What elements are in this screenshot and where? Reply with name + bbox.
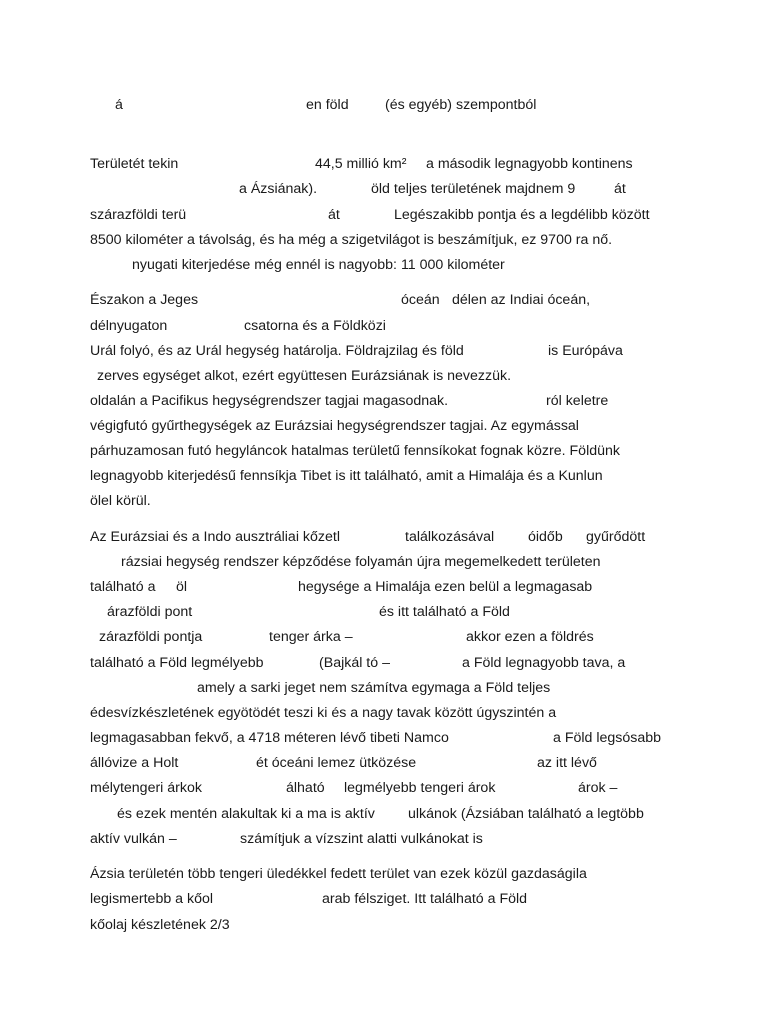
text-fragment: öld teljes területének majdnem 9 bbox=[371, 181, 576, 197]
text-fragment: végigfutó gyűrthegységek az Eurázsiai hegységrendszer tagjai. Az egymással bbox=[90, 418, 579, 434]
text-fragment: 44,5 millió km² bbox=[315, 156, 407, 172]
text-fragment: a második legnagyobb kontinens bbox=[426, 156, 633, 172]
text-fragment: álható bbox=[286, 780, 325, 796]
text-fragment: párhuzamosan futó hegyláncok hatalmas területű fennsíkokat fognak közre. Földünk bbox=[90, 443, 620, 459]
text-fragment: találkozásával bbox=[405, 529, 495, 545]
text-fragment: át bbox=[614, 181, 626, 197]
text-fragment: kőolaj készletének 2/3 bbox=[90, 917, 230, 933]
text-fragment: délen az Indiai óceán, bbox=[452, 292, 591, 308]
text-fragment: csatorna és a Földközi bbox=[244, 318, 386, 334]
text-fragment: akkor ezen a földrés bbox=[466, 629, 594, 645]
text-fragment: a Föld legnagyobb tava, a bbox=[462, 655, 626, 671]
text-fragment: és ezek mentén alakultak ki a ma is aktív bbox=[117, 806, 375, 822]
text-fragment: a Ázsiának). bbox=[239, 181, 318, 197]
text-fragment: Urál folyó, és az Urál hegység határolja. Földrajzilag és föld bbox=[90, 343, 464, 359]
text-fragment: ról keletre bbox=[546, 393, 609, 409]
text-fragment: szárazföldi terü bbox=[90, 207, 187, 223]
text-fragment: óidőb bbox=[528, 529, 563, 545]
text-fragment: amely a sarki jeget nem számítva egymaga a Föld teljes bbox=[197, 680, 551, 696]
text-fragment: édesvízkészletének egyötödét teszi ki és a nagy tavak között úgyszintén a bbox=[90, 705, 557, 721]
text-fragment: Területét tekin bbox=[90, 156, 179, 172]
heading-fragment: en föld bbox=[306, 97, 349, 113]
text-fragment: Északon a Jeges bbox=[90, 292, 199, 308]
text-fragment: található a bbox=[90, 579, 156, 595]
text-fragment: legmélyebb tengeri árok bbox=[344, 780, 496, 796]
text-fragment: délnyugaton bbox=[90, 318, 168, 334]
text-fragment: ulkánok (Ázsiában található a legtöbb bbox=[408, 806, 644, 822]
text-fragment: rázsiai hegység rendszer képződése folyamán újra megemelkedett területen bbox=[121, 554, 601, 570]
text-fragment: aktív vulkán – bbox=[90, 831, 177, 847]
text-fragment: gyűrődött bbox=[586, 529, 646, 545]
text-fragment: számítjuk a vízszint alatti vulkánokat is bbox=[240, 831, 483, 847]
text-fragment: Ázsia területén több tengeri üledékkel fedett terület van ezek közül gazdaságila bbox=[90, 866, 587, 882]
text-fragment: 8500 kilométer a távolság, és ha még a szigetvilágot is beszámítjuk, ez 9700 ra nő. bbox=[90, 232, 613, 248]
text-fragment: a Föld legsósabb bbox=[553, 730, 662, 746]
heading-fragment: á bbox=[115, 97, 123, 113]
text-fragment: nyugati kiterjedése még ennél is nagyobb: 11 000 kilométer bbox=[132, 257, 505, 273]
text-fragment: állóvize a Holt bbox=[90, 755, 179, 771]
text-fragment: legmagasabban fekvő, a 4718 méteren lévő tibeti Namco bbox=[90, 730, 449, 746]
text-fragment: ölel körül. bbox=[90, 493, 151, 509]
text-fragment: óceán bbox=[401, 292, 440, 308]
text-fragment: ét óceáni lemez ütközése bbox=[256, 755, 417, 771]
text-fragment: Az Eurázsiai és a Indo ausztráliai kőzetl bbox=[90, 529, 340, 545]
text-fragment: az itt lévő bbox=[537, 755, 597, 771]
text-fragment: és itt található a Föld bbox=[379, 604, 510, 620]
text-fragment: árazföldi pont bbox=[107, 604, 193, 620]
text-fragment: zerves egységet alkot, ezért együttesen Eurázsiának is nevezzük. bbox=[97, 368, 512, 384]
text-fragment: hegysége a Himalája ezen belül a legmagasab bbox=[298, 579, 593, 595]
text-fragment: zárazföldi pontja bbox=[99, 629, 203, 645]
text-fragment: árok – bbox=[578, 780, 618, 796]
text-fragment: található a Föld legmélyebb bbox=[90, 655, 264, 671]
text-fragment: legnagyobb kiterjedésű fennsíkja Tibet is itt található, amit a Himalája és a Kunlun bbox=[90, 468, 603, 484]
text-fragment: legismertebb a kőol bbox=[90, 891, 214, 907]
text-fragment: is Európáva bbox=[548, 343, 623, 359]
text-fragment: mélytengeri árkok bbox=[90, 780, 202, 796]
text-fragment: át bbox=[328, 207, 340, 223]
text-fragment: (Bajkál tó – bbox=[319, 655, 390, 671]
text-fragment: öl bbox=[176, 579, 188, 595]
text-fragment: tenger árka – bbox=[269, 629, 353, 645]
heading-fragment: (és egyéb) szempontból bbox=[385, 97, 537, 113]
text-fragment: Legészakibb pontja és a legdélibb között bbox=[394, 207, 650, 223]
text-fragment: oldalán a Pacifikus hegységrendszer tagjai magasodnak. bbox=[90, 393, 449, 409]
text-fragment: arab félsziget. Itt található a Föld bbox=[322, 891, 528, 907]
